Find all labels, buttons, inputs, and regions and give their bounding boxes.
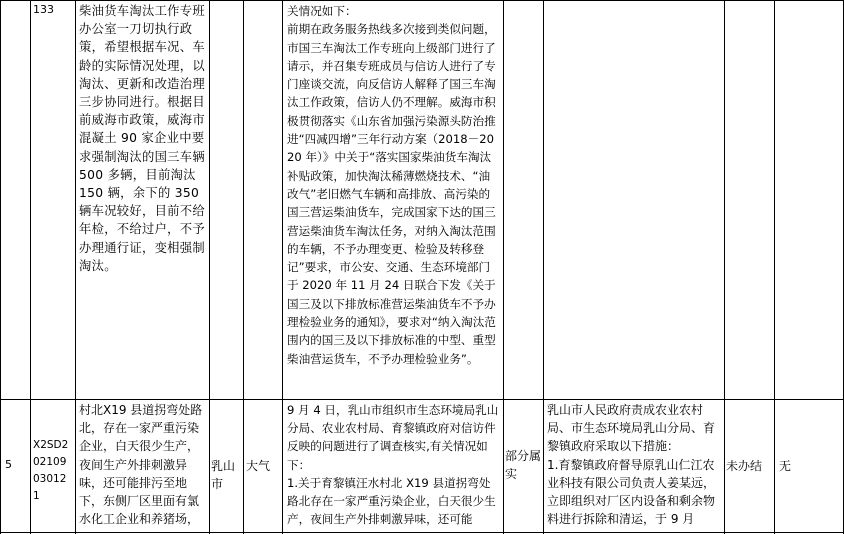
table-rule [724, 0, 725, 534]
row-prev-findings: 关情况如下： 前期在政务服务热线多次接到类似问题，市国三车淘汰工作专班向上级部门进行了请示，并召集专班成员与信访人进行了专门座谈交流，向反信访人解释了国三车淘汰工作政策，信访人仍不理解。威海市积极贯彻落实《山东省加强污染源头防治推进“四减四增”三年行动方案（2018－2020 年）》中关于“落实国家柴油货车淘汰补贴政策，加快淘汰稀薄燃烧技术、“油改气”老旧燃气车辆和高排放、高污染的国三营运柴油货车，完成国家下达的国三营运柴油货车淘汰任务，对纳入淘汰范围的车辆，不予办理变更、检验及转移登记”要求，市公安、交通、生态环境部门于 2020 年 11 月 24 日联合下发《关于国三及以下排放标准营运柴油货车不予办理检验业务的通知》，要求对“纳入淘汰范围内的国三及以下排放标准的中型、重型柴油营运货车，不予办理检验业务”。 [287, 4, 496, 366]
row-5-seq: 5 [5, 458, 12, 471]
row-prev-id: 133 [33, 3, 54, 16]
row-5-status: 未办结 [726, 459, 763, 473]
table-rule [774, 0, 775, 534]
table-rule [0, 532, 844, 533]
row-5-id: X2SD202109030121 [33, 439, 69, 502]
row-5-handling: 乳山市人民政府责成农业农村局、市生态环境局乳山分局、育黎镇政府采取以下措施： 1.育黎镇政府督导原乳山仁江农业科技有限公司负责人姜某远，立即组织对厂区内设备和剩余物料进行拆除和清运，于 9 月 [547, 403, 716, 527]
row-5-findings: 9 月 4 日，乳山市组织市生态环境局乳山分局、农业农村局、育黎镇政府对信访件反映的问题进行了调查核实,有关情况如下： 1.关于育黎镇汪水村北 X19 县道拐弯处路北存在一家严重污染企业，白天很少生产，夜间生产外排刺激异味，还可能 [287, 403, 499, 527]
table-rule [0, 0, 1, 534]
table-rule [243, 0, 244, 534]
row-prev-issue: 柴油货车淘汰工作专班办公室一刀切执行政策，希望根据车况、车龄的实际情况处理，以淘汰、更新和改造治理三步协同进行。根据目前威海市政策，威海市混凝土 90 家企业中要求强制淘汰的国三车辆 500 多辆，目前淘汰 150 辆，余下的 350 辆车况较好，目前不给年检，不给过户，不予办理通行证，变相强制淘汰。 [79, 4, 205, 273]
table-rule [0, 399, 844, 400]
row-5-county: 乳山市 [211, 459, 236, 492]
row-5-issue: 村北X19 县道拐弯处路北，存在一家严重污染企业，白天很少生产，夜间生产外排刺激异味，还可能排污至地下，东侧厂区里面有氯水化工企业和养猪场， [79, 403, 203, 527]
row-5-type: 大气 [246, 459, 271, 473]
row-5-extra: 无 [779, 459, 792, 473]
table-rule [209, 0, 210, 534]
table-rule [0, 0, 844, 1]
row-5-verdict: 部分属实 [505, 449, 542, 481]
